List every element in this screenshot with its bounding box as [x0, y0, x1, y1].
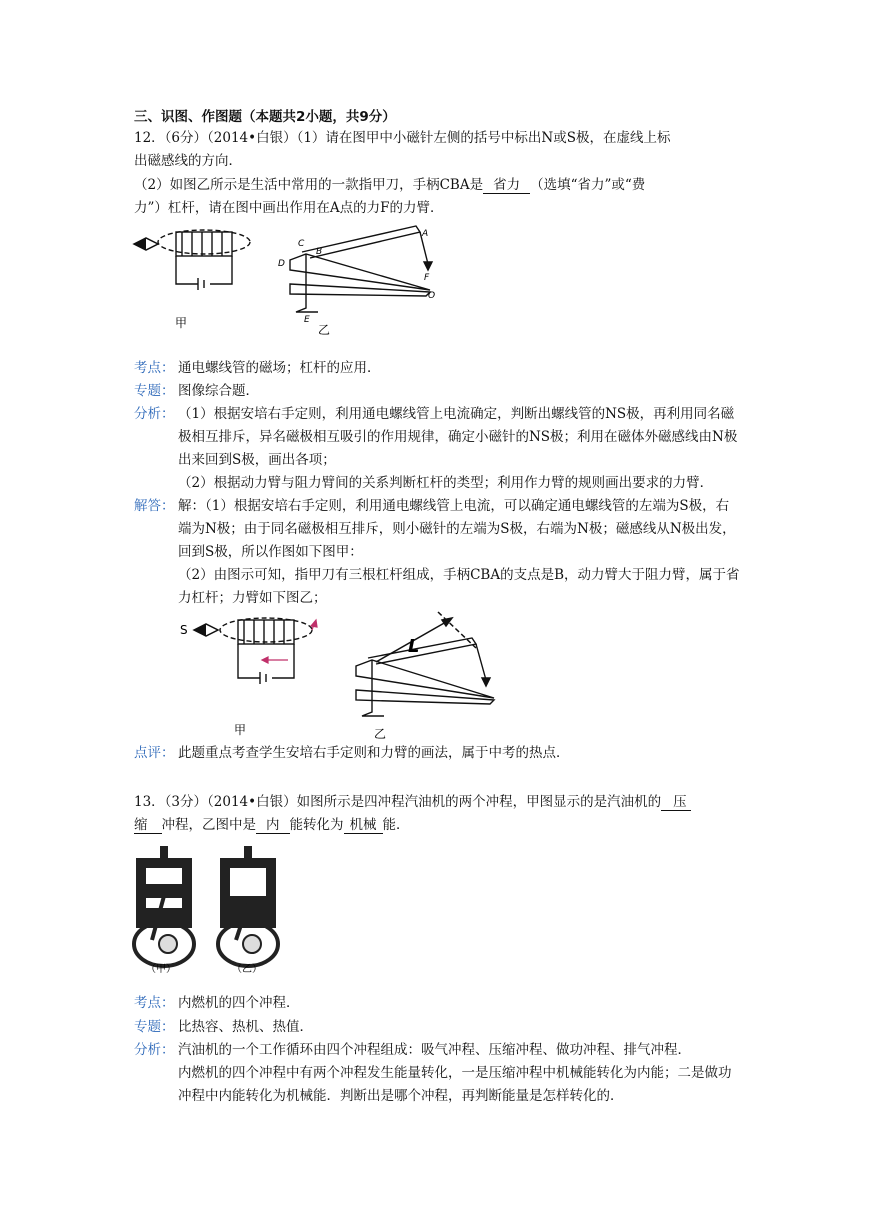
fig-label-jia: 甲 — [175, 316, 188, 330]
label-f: F — [424, 273, 430, 283]
engine-cylinder-icon — [218, 846, 278, 966]
engine-label-yi: （乙） — [232, 964, 262, 975]
q12-line1: 12．（6分）（2014•白银）（1）请在图甲中小磁针左侧的括号中标出N或S极，在虚线上标 — [134, 130, 671, 146]
compass-needle-icon — [194, 624, 218, 636]
label-s: S — [180, 623, 188, 637]
engine-cylinder-icon — [134, 846, 194, 966]
label-o: O — [428, 291, 436, 301]
q12-jieda-1: 解：（1）根据安培右手定则，利用通电螺线管上电流，可以确定通电螺线管的左端为S极，右 — [178, 498, 730, 514]
q12-dianping: 此题重点考查学生安培右手定则和力臂的画法，属于中考的热点． — [178, 745, 570, 761]
q13-mid2: 能转化为 — [289, 817, 344, 833]
engine-label-jia: （甲） — [146, 964, 176, 975]
answer-label-jia: 甲 — [234, 723, 247, 737]
q12-jieda-3: 回到S极，所以作图如下图甲： — [178, 544, 363, 560]
current-arrow-icon — [262, 620, 317, 663]
q12-jieda-label: 解答： — [134, 498, 175, 514]
q13-zhuanti: 比热容、热机、热值． — [178, 1019, 313, 1035]
q13-blank3: 机械 — [344, 817, 383, 834]
q12-line3-pre: （2）如图乙所示是生活中常用的一款指甲刀，手柄CBA是 — [134, 177, 484, 193]
q13-line1 — [134, 792, 691, 812]
q12-line4: 力”）杠杆，请在图中画出作用在A点的力F的力臂． — [134, 200, 444, 216]
q13-line2 — [134, 815, 410, 835]
q12-jieda-4: （2）由图示可知，指甲刀有三根杠杆组成，手柄CBA的支点是B，动力臂大于阻力臂，属于省 — [178, 567, 740, 583]
q13-kaodian-label: 考点： — [134, 995, 175, 1011]
label-a: A — [422, 229, 429, 239]
label-l: L — [408, 636, 420, 657]
q13-fenxi-1: 汽油机的一个工作循环由四个冲程组成：吸气冲程、压缩冲程、做功冲程、排气冲程． — [178, 1042, 691, 1058]
q12-fenxi-1: （1）根据安培右手定则，利用通电螺线管上电流确定，判断出螺线管的NS极，再利用同名磁 — [178, 406, 735, 422]
q13-blank2: 内 — [256, 817, 290, 834]
label-e: E — [304, 315, 310, 325]
fig-label-yi: 乙 — [318, 323, 331, 337]
q12-line3-post: （选填“省力”或“费 — [530, 177, 646, 193]
q12-fenxi-3: 出来回到S极，画出各项； — [178, 452, 336, 468]
solenoid-icon — [220, 618, 312, 684]
q13-line1-pre: 13．（3分）（2014•白银）如图所示是四冲程汽油机的两个冲程，甲图显示的是汽油机的 — [134, 794, 662, 810]
q12-dianping-label: 点评： — [134, 745, 175, 761]
q13-fenxi-2: 内燃机的四个冲程中有两个冲程发生能量转化，一是压缩冲程中机械能转化为内能；二是做功 — [178, 1065, 732, 1081]
nail-clipper-icon — [356, 638, 494, 716]
q13-figure — [128, 840, 298, 975]
q12-zhuanti: 图像综合题． — [178, 383, 259, 399]
q12-answer-figure — [176, 608, 506, 743]
q13-end: 能． — [382, 817, 410, 833]
q13-blank1-b: 缩 — [134, 817, 162, 834]
label-d: D — [278, 259, 285, 269]
q12-zhuanti-label: 专题： — [134, 383, 175, 399]
q12-fenxi-2: 极相互排斥，异名磁极相互吸引的作用规律，确定小磁针的NS极；利用在磁体外磁感线由N极 — [178, 429, 738, 445]
q13-zhuanti-label: 专题： — [134, 1019, 175, 1035]
q13-kaodian: 内燃机的四个冲程． — [178, 995, 300, 1011]
nail-clipper-icon — [290, 226, 432, 312]
q13-fenxi-label: 分析： — [134, 1042, 175, 1058]
q12-figure — [130, 222, 450, 342]
q12-kaodian-label: 考点： — [134, 360, 175, 376]
solenoid-icon — [158, 230, 250, 290]
q12-fenxi-label: 分析： — [134, 406, 175, 422]
q12-fenxi-4: （2）根据动力臂与阻力臂间的关系判断杠杆的类型；利用作力臂的规则画出要求的力臂． — [178, 475, 714, 491]
q13-mid1: 冲程，乙图中是 — [161, 817, 256, 833]
q13-fenxi-3: 冲程中内能转化为机械能．判断出是哪个冲程，再判断能量是怎样转化的． — [178, 1088, 624, 1104]
label-c: C — [298, 239, 305, 249]
q12-blank1: 省力 — [483, 177, 530, 194]
q12-jieda-5: 力杠杆；力臂如下图乙； — [178, 590, 327, 606]
q13-blank1-a: 压 — [661, 794, 691, 811]
q12-jieda-2: 端为N极；由于同名磁极相互排斥，则小磁针的左端为S极，右端为N极；磁感线从N极出发， — [178, 521, 736, 537]
q12-line2: 出磁感线的方向． — [134, 153, 242, 169]
q12-kaodian: 通电螺线管的磁场；杠杆的应用． — [178, 360, 381, 376]
q12-line3 — [134, 175, 645, 195]
answer-label-yi: 乙 — [374, 727, 387, 741]
section-title: 三、识图、作图题（本题共2小题，共9分） — [134, 109, 396, 125]
label-b: B — [316, 247, 323, 257]
compass-needle-icon — [134, 238, 158, 250]
